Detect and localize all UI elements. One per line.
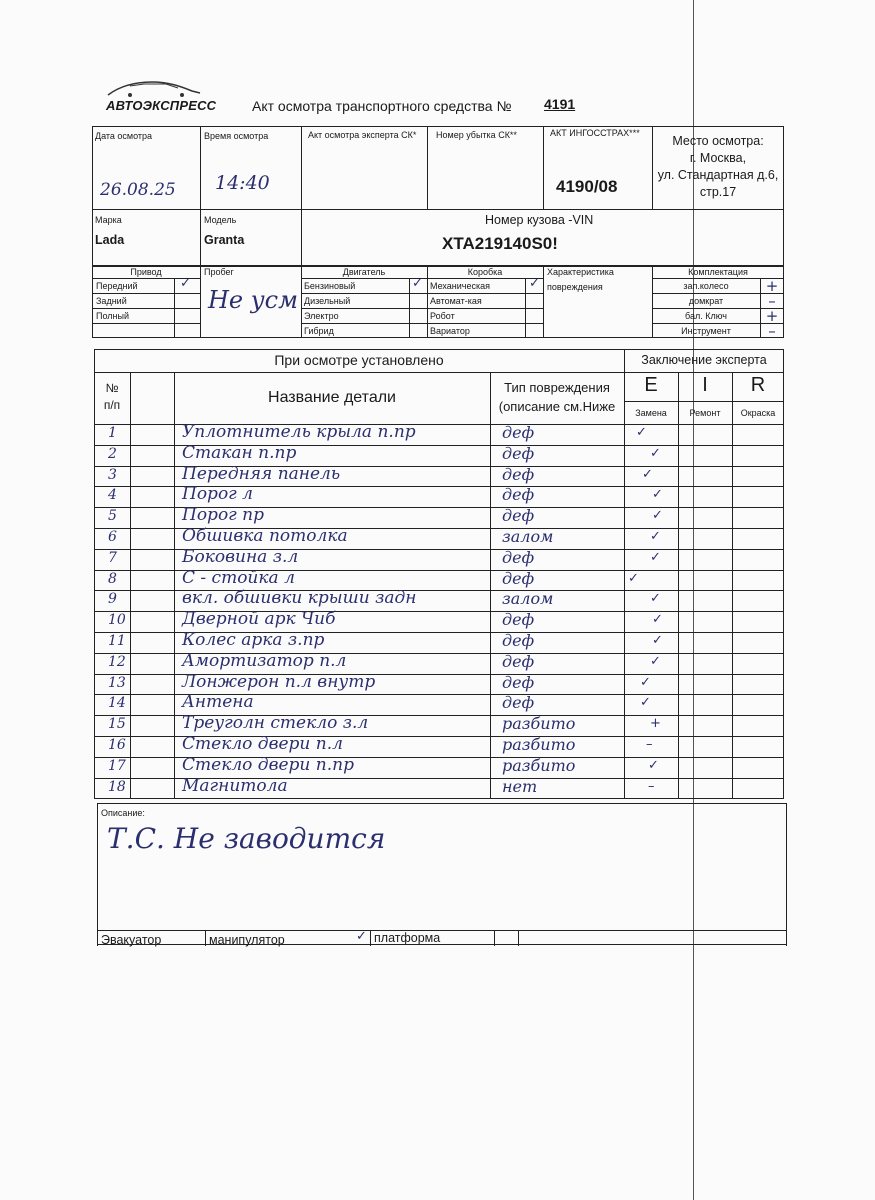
col-number-sub: п/п xyxy=(103,398,121,412)
evacuator-option-manipulator: манипулятор xyxy=(209,933,285,947)
row-damage-type: залом xyxy=(502,527,554,546)
row-number: 16 xyxy=(108,737,126,753)
row-part-name: Порог пр xyxy=(182,505,265,526)
row-number: 9 xyxy=(108,591,117,608)
row-part-name: Треуголн стекло з.л xyxy=(182,713,369,734)
table-row xyxy=(94,736,784,757)
engine-petrol-check: ✓ xyxy=(412,276,423,291)
act-number: 4191 xyxy=(544,96,576,112)
place-line-2: ул. Стандартная д.6, xyxy=(657,168,779,182)
table-row xyxy=(94,590,784,611)
evacuator-check: ✓ xyxy=(356,929,367,944)
row-damage-type: деф xyxy=(502,443,535,463)
time-label: Время осмотра xyxy=(204,131,269,141)
row-damage-type: деф xyxy=(502,547,535,567)
row-part-name: Боковина з.л xyxy=(182,546,299,567)
row-replace-mark: ✓ xyxy=(650,549,661,565)
kit-mark-spare: + xyxy=(765,277,779,295)
row-part-name: С - стойка л xyxy=(182,567,295,588)
kit-mark-jack: – xyxy=(768,292,776,310)
table-row xyxy=(94,650,784,674)
row-damage-type: деф xyxy=(502,506,535,526)
table-row xyxy=(94,775,784,799)
table-row xyxy=(94,507,784,528)
row-number: 4 xyxy=(108,487,117,504)
loss-number-label: Номер убытка СК** xyxy=(436,130,517,140)
kit-option-spare: зап.колесо xyxy=(683,281,729,291)
mileage-value: Не усм xyxy=(208,286,299,314)
row-part-name: Порог л xyxy=(182,484,253,505)
make-value: Lada xyxy=(95,233,125,247)
row-part-name: Дверной арк Чиб xyxy=(182,609,336,630)
engine-option-diesel: Дизельный xyxy=(304,296,351,306)
table-row xyxy=(94,632,784,653)
row-replace-mark: ✓ xyxy=(652,633,663,648)
col-damage-type-2: (описание см.Ниже xyxy=(498,399,616,414)
table-row xyxy=(94,694,784,715)
row-damage-type: деф xyxy=(502,568,535,588)
row-replace-mark: – xyxy=(646,737,653,752)
evacuator-label: Эвакуатор xyxy=(101,933,162,947)
model-value: Granta xyxy=(204,233,245,247)
row-part-name: Стакан п.пр xyxy=(182,442,297,463)
row-part-name: Антена xyxy=(182,692,254,713)
row-replace-mark: ✓ xyxy=(652,487,663,503)
time-value: 14:40 xyxy=(215,172,270,194)
row-number: 6 xyxy=(108,529,117,545)
row-number: 18 xyxy=(108,778,126,795)
sk-act-label: Акт осмотра эксперта СК* xyxy=(308,130,417,140)
drive-front-check: ✓ xyxy=(180,276,191,291)
row-damage-type: деф xyxy=(502,610,535,630)
row-part-name: Уплотнитель крыла п.пр xyxy=(182,422,416,442)
row-replace-mark: ✓ xyxy=(650,653,661,669)
findings-title: При осмотре установлено xyxy=(274,352,444,368)
table-row xyxy=(94,671,784,695)
row-number: 7 xyxy=(108,549,117,566)
row-damage-type: деф xyxy=(502,693,535,713)
vin-value: XTA219140S0! xyxy=(442,234,558,253)
engine-option-petrol: Бензиновый xyxy=(304,281,356,291)
engine-label: Двигатель xyxy=(342,267,386,277)
place-line-1: г. Москва, xyxy=(689,151,747,165)
drive-label: Привод xyxy=(130,267,162,277)
row-replace-mark: ✓ xyxy=(640,674,651,690)
drive-option-rear: Задний xyxy=(96,296,127,306)
drive-option-awd: Полный xyxy=(96,311,129,321)
conclusion-title: Заключение эксперта xyxy=(641,353,767,367)
inspection-place xyxy=(654,133,782,201)
logo-text: АВТОЭКСПРЕСС xyxy=(106,98,217,113)
row-damage-type: деф xyxy=(502,651,535,671)
col-damage-type-1: Тип повреждения xyxy=(504,380,610,395)
vin-label: Номер кузова -VIN xyxy=(485,213,594,227)
table-row xyxy=(94,611,784,632)
row-damage-type: деф xyxy=(502,485,535,505)
row-number: 17 xyxy=(108,757,126,774)
row-number: 12 xyxy=(108,653,126,670)
row-part-name: Обшивка потолка xyxy=(182,526,348,546)
col-e: E xyxy=(644,374,658,396)
place-line-3: стр.17 xyxy=(699,185,737,199)
make-label: Марка xyxy=(95,215,122,225)
col-number-label: № xyxy=(105,381,119,395)
row-damage-type: деф xyxy=(502,672,535,692)
table-row xyxy=(94,715,784,736)
kit-mark-tools: – xyxy=(768,322,776,340)
drive-option-front: Передний xyxy=(96,281,138,291)
row-number: 11 xyxy=(108,633,126,649)
mileage-label: Пробег xyxy=(204,267,234,277)
engine-option-electric: Электро xyxy=(304,311,339,321)
row-part-name: Амортизатор п.л xyxy=(182,650,347,671)
gearbox-manual-check: ✓ xyxy=(529,276,540,291)
row-damage-type: деф xyxy=(502,423,535,442)
table-row xyxy=(94,567,784,591)
row-replace-mark: ✓ xyxy=(636,425,647,440)
row-replace-mark: ✓ xyxy=(650,445,661,461)
col-number xyxy=(94,380,130,414)
col-e-sub: Замена xyxy=(635,408,667,418)
row-damage-type: разбито xyxy=(502,735,576,754)
row-replace-mark: ✓ xyxy=(628,570,639,586)
col-i-sub: Ремонт xyxy=(689,408,721,418)
row-replace-mark: ✓ xyxy=(650,529,661,544)
row-number: 14 xyxy=(108,695,126,712)
damage-char-label-2: повреждения xyxy=(547,282,603,292)
row-number: 13 xyxy=(108,674,126,691)
row-number: 15 xyxy=(108,716,126,733)
gearbox-option-robot: Робот xyxy=(430,311,455,321)
row-damage-type: деф xyxy=(502,464,535,484)
kit-label: Комплектация xyxy=(688,267,748,277)
description-label: Описание: xyxy=(101,808,145,818)
row-damage-type: нет xyxy=(502,776,538,796)
kit-option-wrench: бал. Ключ xyxy=(685,311,727,321)
row-part-name: Стекло двери п.пр xyxy=(182,754,354,775)
col-part-name: Название детали xyxy=(268,389,396,406)
kit-mark-wrench: + xyxy=(765,307,779,325)
description-text: Т.С. Не заводится xyxy=(107,822,386,855)
damage-char-label-1: Характеристика xyxy=(547,267,614,277)
evacuator-option-platform: платформа xyxy=(374,931,441,945)
row-replace-mark: ✓ xyxy=(650,591,661,607)
row-damage-type: разбито xyxy=(502,755,576,775)
gearbox-option-auto: Автомат-кая xyxy=(430,296,482,306)
row-damage-type: деф xyxy=(502,631,535,650)
table-row xyxy=(94,463,784,487)
row-replace-mark: + xyxy=(650,716,661,732)
row-damage-type: разбито xyxy=(502,714,576,734)
row-part-name: Магнитола xyxy=(182,775,288,796)
kit-option-jack: домкрат xyxy=(688,296,724,306)
row-part-name: Стекло двери п.л xyxy=(182,734,343,754)
gearbox-option-manual: Механическая xyxy=(430,281,491,291)
engine-option-hybrid: Гибрид xyxy=(304,326,334,336)
col-r: R xyxy=(750,374,766,396)
table-row xyxy=(94,546,784,570)
col-i: I xyxy=(702,374,708,396)
col-r-sub: Окраска xyxy=(740,408,776,418)
row-number: 1 xyxy=(108,425,117,441)
gearbox-option-cvt: Вариатор xyxy=(430,326,470,336)
logo xyxy=(100,78,217,122)
kit-option-tools: Инструмент xyxy=(681,326,731,336)
date-label: Дата осмотра xyxy=(95,131,153,141)
evacuator-row xyxy=(97,930,787,946)
row-replace-mark: ✓ xyxy=(648,757,659,773)
row-replace-mark: ✓ xyxy=(652,508,663,524)
ingos-label: АКТ ИНГОССТРАХ*** xyxy=(550,128,640,138)
row-replace-mark: ✓ xyxy=(640,695,651,711)
place-label: Место осмотра: xyxy=(672,134,764,148)
gearbox-label: Коробка xyxy=(467,267,503,277)
row-part-name: вкл. обшивки крыши задн xyxy=(182,588,417,609)
row-replace-mark: – xyxy=(648,778,655,794)
table-row xyxy=(94,486,784,507)
row-number: 3 xyxy=(108,466,117,483)
row-replace-mark: ✓ xyxy=(652,612,663,628)
table-row xyxy=(94,754,784,778)
row-part-name: Колес арка з.пр xyxy=(182,630,325,650)
row-number: 10 xyxy=(108,612,126,629)
car-logo-icon xyxy=(100,78,210,98)
row-replace-mark: ✓ xyxy=(642,466,653,482)
ingos-value: 4190/08 xyxy=(556,177,618,196)
page-title: Акт осмотра транспортного средства № xyxy=(252,98,512,114)
row-number: 8 xyxy=(108,570,117,587)
row-part-name: Лонжерон п.л внутр xyxy=(182,671,376,692)
row-number: 5 xyxy=(108,508,117,525)
model-label: Модель xyxy=(204,215,237,225)
row-part-name: Передняя панель xyxy=(182,463,341,484)
date-value: 26.08.25 xyxy=(100,180,176,200)
row-damage-type: залом xyxy=(502,589,554,609)
table-row xyxy=(94,442,784,466)
row-number: 2 xyxy=(108,445,117,462)
table-row xyxy=(94,424,784,445)
col-damage-type xyxy=(490,378,624,416)
table-row xyxy=(94,528,784,549)
vehicle-table xyxy=(92,210,784,266)
